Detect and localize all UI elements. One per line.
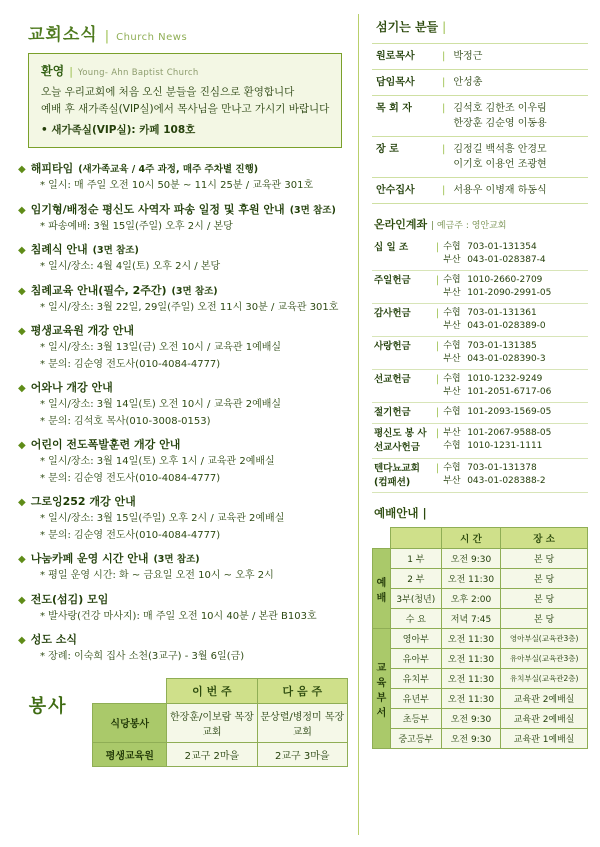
account-number-line xyxy=(443,462,586,475)
staff-divider: | xyxy=(438,96,449,137)
worship-name-cell: 2 부 xyxy=(391,569,442,589)
account-name xyxy=(372,370,434,403)
staff-name-line: 김석호 김한조 이우림 xyxy=(453,103,547,114)
account-name-line: 주일헌금 xyxy=(374,275,411,287)
worship-place-cell: 교육관 2예배실 xyxy=(501,709,588,729)
staff-names xyxy=(449,44,588,70)
account-number: 703-01-131378 xyxy=(467,462,537,473)
staff-row xyxy=(372,96,588,137)
worship-place-cell: 본 당 xyxy=(501,609,588,629)
service-table-head xyxy=(93,678,348,703)
left-column xyxy=(12,14,358,837)
staff-divider: | xyxy=(438,137,449,178)
account-number-line xyxy=(443,475,586,488)
account-name-line: 텐다뇨교회 xyxy=(374,462,420,474)
diamond-bullet-icon: ◆ xyxy=(18,285,26,297)
account-number-line xyxy=(443,307,586,320)
account-divider: | xyxy=(434,304,441,337)
account-row xyxy=(372,370,588,403)
staff-name-line: 안성총 xyxy=(453,77,483,88)
notice-line: * 일시/장소: 3월 15일(주일) 오후 2시 / 교육관 2예배실 xyxy=(40,513,285,525)
notice-title xyxy=(18,322,348,338)
worship-name-cell: 유치부 xyxy=(391,669,442,689)
notice-title-text: 나눔카페 운영 시간 안내 xyxy=(30,552,149,566)
notice-line: * 문의: 김순영 전도사(010-4084-4777) xyxy=(40,472,221,484)
account-number: 1010-1232-9249 xyxy=(467,374,543,385)
worship-name-cell: 영아부 xyxy=(391,629,442,649)
account-numbers xyxy=(441,271,588,304)
notice-item xyxy=(18,322,348,371)
service-row-label: 평생교육원 xyxy=(93,742,167,766)
worship-place-cell: 교육관 2예배실 xyxy=(501,689,588,709)
account-row xyxy=(372,337,588,370)
notice-line: * 평일 운영 시간: 화 ~ 금요일 오전 10시 ~ 오후 2시 xyxy=(40,570,274,582)
staff-names xyxy=(449,137,588,178)
staff-divider: | xyxy=(438,44,449,70)
notice-line: * 문의: 김순영 전도사(010-4084-4777) xyxy=(40,529,221,541)
notice-item xyxy=(18,241,348,274)
account-numbers xyxy=(441,458,588,493)
welcome-title-english: Young- Ahn Baptist Church xyxy=(77,68,199,78)
worship-row xyxy=(373,629,588,649)
worship-column-header xyxy=(391,528,442,549)
account-number-line xyxy=(443,287,586,300)
notice-line: * 문의: 김순영 전도사(010-4084-4777) xyxy=(40,358,221,370)
worship-row xyxy=(373,549,588,569)
account-number: 703-01-131385 xyxy=(467,341,537,352)
notice-title xyxy=(18,631,348,647)
service-cell: 2교구 2마을 xyxy=(167,742,257,766)
notice-item xyxy=(18,550,348,583)
account-name-line: 사랑헌금 xyxy=(374,341,411,353)
account-title-sub: | 예금주 : 영안교회 xyxy=(430,221,507,231)
diamond-bullet-icon: ◆ xyxy=(18,497,26,509)
notice-title xyxy=(18,550,348,566)
notice-item xyxy=(18,493,348,542)
account-number: 043-01-028390-3 xyxy=(467,354,546,365)
staff-names xyxy=(449,96,588,137)
worship-time-cell: 오전 9:30 xyxy=(441,549,501,569)
worship-column-header xyxy=(373,528,391,549)
worship-place-cell: 영아부실(교육관3층) xyxy=(501,629,588,649)
notice-line: * 발사랑(건강 마사지): 매 주일 오전 10시 40분 / 본관 B103호 xyxy=(40,610,317,622)
staff-divider: | xyxy=(438,70,449,96)
worship-column-header: 장 소 xyxy=(501,528,588,549)
account-bank: 부산 xyxy=(443,354,461,365)
notice-title-text: 임기형/배정순 평신도 사역자 파송 일정 및 후원 안내 xyxy=(30,202,285,216)
staff-title-text: 섬기는 분들 xyxy=(376,20,439,34)
account-number-line xyxy=(443,440,586,453)
diamond-bullet-icon: ◆ xyxy=(18,554,26,566)
worship-header-row xyxy=(373,528,588,549)
service-table-body xyxy=(93,703,348,766)
account-number: 1010-2660-2709 xyxy=(467,275,543,286)
account-numbers xyxy=(441,403,588,424)
staff-name-line: 서용우 이병재 하동식 xyxy=(453,185,547,196)
table-row xyxy=(93,703,348,742)
account-row xyxy=(372,304,588,337)
worship-time-cell: 저녁 7:45 xyxy=(441,609,501,629)
notice-title-sub: (3면 참조) xyxy=(153,554,200,566)
account-name xyxy=(372,458,434,493)
worship-place-cell: 유아부실(교육관3층) xyxy=(501,649,588,669)
notice-title-sub: (3면 참조) xyxy=(92,245,139,257)
worship-table-body xyxy=(373,549,588,749)
account-table xyxy=(372,238,588,493)
staff-row xyxy=(372,44,588,70)
notice-title-sub: (새가족교육 / 4주 과정, 매주 주차별 진행) xyxy=(78,164,259,176)
worship-row xyxy=(373,709,588,729)
account-numbers xyxy=(441,238,588,271)
notice-title-text: 침례교육 안내(필수, 2주간) xyxy=(30,283,167,297)
notice-line: * 일시: 매 주일 오전 10시 50분 ~ 11시 25분 / 교육관 301호 xyxy=(40,180,314,192)
diamond-bullet-icon: ◆ xyxy=(18,635,26,647)
notice-title xyxy=(18,160,348,176)
account-bank: 수협 xyxy=(443,462,461,473)
account-name xyxy=(372,238,434,271)
worship-table xyxy=(372,527,588,749)
notice-item xyxy=(18,160,348,193)
diamond-bullet-icon: ◆ xyxy=(18,594,26,606)
welcome-box xyxy=(28,53,342,148)
worship-place-cell: 본 당 xyxy=(501,569,588,589)
account-bank: 수협 xyxy=(443,441,461,452)
service-table xyxy=(92,678,348,767)
account-row xyxy=(372,271,588,304)
notice-title xyxy=(18,379,348,395)
worship-row xyxy=(373,589,588,609)
account-bank: 수협 xyxy=(443,407,461,418)
account-bank: 부산 xyxy=(443,428,461,439)
page-title-korean: 교회소식 xyxy=(28,25,98,45)
notice-list xyxy=(12,160,348,664)
staff-name-line: 한장훈 김순영 이동용 xyxy=(453,118,547,129)
diamond-bullet-icon: ◆ xyxy=(18,164,26,176)
account-row xyxy=(372,403,588,424)
worship-name-cell: 유년부 xyxy=(391,689,442,709)
staff-role: 장 로 xyxy=(372,137,438,178)
account-number: 101-2067-9588-05 xyxy=(467,428,552,439)
worship-group-label: 예배 xyxy=(373,549,391,629)
worship-time-cell: 오전 11:30 xyxy=(441,669,501,689)
page-title-english: Church News xyxy=(116,32,188,43)
notice-line: * 일시/장소: 3월 14일(토) 오후 1시 / 교육관 2예배실 xyxy=(40,456,275,468)
account-bank: 수협 xyxy=(443,308,461,319)
worship-time-cell: 오전 9:30 xyxy=(441,729,501,749)
staff-section-title xyxy=(376,18,588,35)
account-number-line xyxy=(443,274,586,287)
notice-item xyxy=(18,436,348,485)
staff-role: 원로목사 xyxy=(372,44,438,70)
notice-line: * 일시/장소: 3월 14일(토) 오전 10시 / 교육관 2예배실 xyxy=(40,399,282,411)
welcome-line-2: 예배 후 새가족실(VIP실)에서 목사님을 만나고 가시기 바랍니다 xyxy=(41,103,330,116)
service-column-header: 이 번 주 xyxy=(167,678,257,703)
staff-name-line: 박정근 xyxy=(453,51,483,62)
account-numbers xyxy=(441,424,588,459)
staff-name-line: 이기호 이용언 조광현 xyxy=(453,159,547,170)
diamond-bullet-icon: ◆ xyxy=(18,326,26,338)
staff-row xyxy=(372,178,588,204)
account-number: 043-01-028389-0 xyxy=(467,321,546,332)
account-name-line: 절기헌금 xyxy=(374,407,411,419)
account-bank: 부산 xyxy=(443,475,461,486)
service-header-row xyxy=(93,678,348,703)
account-number: 101-2051-6717-06 xyxy=(467,387,552,398)
account-name xyxy=(372,403,434,424)
account-name-line: 선교사헌금 xyxy=(374,442,420,453)
account-divider: | xyxy=(434,403,441,424)
notice-title-text: 전도(섬김) 모임 xyxy=(30,592,109,606)
staff-row xyxy=(372,70,588,96)
right-column xyxy=(358,14,588,837)
account-number-line xyxy=(443,353,586,366)
notice-line: * 파송예배: 3월 15일(주일) 오후 2시 / 본당 xyxy=(40,220,233,232)
service-cell: 한장훈/이보람 목장교회 xyxy=(167,703,257,742)
account-row xyxy=(372,458,588,493)
worship-group-label: 교육부서 xyxy=(373,629,391,749)
service-cell: 문상렬/병정미 목장교회 xyxy=(257,703,347,742)
account-name-line: 감사헌금 xyxy=(374,308,411,320)
worship-name-cell: 중고등부 xyxy=(391,729,442,749)
notice-item xyxy=(18,379,348,428)
service-column-header: 다 음 주 xyxy=(257,678,347,703)
notice-title xyxy=(18,436,348,452)
account-number: 1010-1231-1111 xyxy=(467,441,543,452)
account-bank: 수협 xyxy=(443,341,461,352)
notice-line: * 일시/장소: 3월 13일(금) 오전 10시 / 교육관 1예배실 xyxy=(40,342,282,354)
notice-line: * 일시/장소: 4월 4일(토) 오후 2시 / 본당 xyxy=(40,261,221,273)
account-number: 703-01-131361 xyxy=(467,308,537,319)
account-number-line xyxy=(443,340,586,353)
notice-title-text: 어린이 전도폭발훈련 개강 안내 xyxy=(30,438,181,452)
staff-table xyxy=(372,43,588,204)
column-divider xyxy=(358,14,359,835)
account-divider: | xyxy=(434,424,441,459)
notice-title xyxy=(18,241,348,257)
account-divider: | xyxy=(434,458,441,493)
table-row xyxy=(93,742,348,766)
account-number-line xyxy=(443,427,586,440)
account-number: 101-2093-1569-05 xyxy=(467,407,552,418)
notice-line: * 문의: 김석호 목사(010-3008-0153) xyxy=(40,415,211,427)
worship-name-cell: 3부(청년) xyxy=(391,589,442,609)
notice-title-text: 성도 소식 xyxy=(30,633,78,647)
welcome-heading xyxy=(41,62,331,79)
staff-row xyxy=(372,137,588,178)
worship-name-cell: 유아부 xyxy=(391,649,442,669)
worship-row xyxy=(373,609,588,629)
account-number-line xyxy=(443,254,586,267)
account-table-body xyxy=(372,238,588,493)
staff-names xyxy=(449,70,588,96)
service-column-header xyxy=(93,678,167,703)
worship-section-title: 예배안내 | xyxy=(374,506,427,521)
account-bank: 부산 xyxy=(443,321,461,332)
notice-item xyxy=(18,282,348,315)
account-name-line: (컴패션) xyxy=(374,476,411,488)
service-section xyxy=(12,678,348,767)
account-divider: | xyxy=(434,337,441,370)
worship-place-cell: 유치부실(교육관2층) xyxy=(501,669,588,689)
service-section-label: 봉사 xyxy=(28,695,68,717)
worship-place-cell: 본 당 xyxy=(501,549,588,569)
worship-time-cell: 오전 11:30 xyxy=(441,649,501,669)
account-name-line: 선교헌금 xyxy=(374,374,411,386)
account-bank: 수협 xyxy=(443,242,461,252)
staff-role: 목 회 자 xyxy=(372,96,438,137)
account-divider: | xyxy=(434,271,441,304)
account-name xyxy=(372,424,434,459)
worship-row xyxy=(373,689,588,709)
account-number-line xyxy=(443,241,586,254)
staff-divider: | xyxy=(438,178,449,204)
notice-item xyxy=(18,631,348,664)
account-number-line xyxy=(443,386,586,399)
account-number-line xyxy=(443,320,586,333)
notice-item xyxy=(18,591,348,624)
account-number: 703-01-131354 xyxy=(467,242,537,252)
account-row xyxy=(372,238,588,271)
notice-title xyxy=(18,591,348,607)
worship-row xyxy=(373,729,588,749)
account-bank: 부산 xyxy=(443,255,461,266)
welcome-title-korean: 환영 xyxy=(41,64,65,78)
account-name xyxy=(372,304,434,337)
diamond-bullet-icon: ◆ xyxy=(18,245,26,257)
account-number: 101-2090-2991-05 xyxy=(467,288,552,299)
notice-item xyxy=(18,201,348,234)
notice-title-text: 침례식 안내 xyxy=(30,243,88,257)
account-row xyxy=(372,424,588,459)
worship-place-cell: 본 당 xyxy=(501,589,588,609)
staff-role: 담임목사 xyxy=(372,70,438,96)
notice-title xyxy=(18,201,348,217)
account-bank: 수협 xyxy=(443,374,461,385)
staff-table-body xyxy=(372,44,588,204)
notice-title xyxy=(18,282,348,298)
notice-title-sub: (3면 참조) xyxy=(289,204,336,216)
account-name-line: 평신도 봉 사 xyxy=(374,428,427,440)
worship-row xyxy=(373,569,588,589)
notice-title-text: 그로잉252 개강 안내 xyxy=(30,495,136,509)
account-number-line xyxy=(443,373,586,386)
notice-title-text: 어와나 개강 안내 xyxy=(30,381,113,395)
account-name xyxy=(372,337,434,370)
worship-time-cell: 오전 11:30 xyxy=(441,629,501,649)
account-numbers xyxy=(441,370,588,403)
notice-title xyxy=(18,493,348,509)
account-name-line: 십 일 조 xyxy=(374,242,409,253)
account-number: 043-01-028388-2 xyxy=(467,475,546,486)
welcome-line-1: 오늘 우리교회에 처음 오신 분들을 진심으로 환영합니다 xyxy=(41,86,295,98)
page-title xyxy=(28,20,348,45)
worship-row xyxy=(373,649,588,669)
account-name xyxy=(372,271,434,304)
notice-line: * 일시/장소: 3월 22일, 29일(주일) 오전 11시 30분 / 교육관 301호 xyxy=(40,301,339,313)
welcome-line-3: • 새가족실(VIP실): 카페 108호 xyxy=(41,124,196,137)
worship-time-cell: 오후 2:00 xyxy=(441,589,501,609)
account-divider: | xyxy=(434,238,441,271)
notice-title-text: 해피타임 xyxy=(30,162,74,176)
notice-title-sub: (3면 참조) xyxy=(171,285,218,297)
worship-column-header: 시 간 xyxy=(441,528,501,549)
worship-time-cell: 오전 11:30 xyxy=(441,689,501,709)
account-numbers xyxy=(441,304,588,337)
account-numbers xyxy=(441,337,588,370)
staff-title-bar: | xyxy=(442,20,447,34)
staff-name-line: 김정길 백석흥 안경모 xyxy=(453,144,547,155)
service-cell: 2교구 3마을 xyxy=(257,742,347,766)
diamond-bullet-icon: ◆ xyxy=(18,440,26,452)
welcome-bar: | xyxy=(69,65,73,78)
diamond-bullet-icon: ◆ xyxy=(18,204,26,216)
account-bank: 부산 xyxy=(443,387,461,398)
worship-table-head xyxy=(373,528,588,549)
worship-time-cell: 오전 9:30 xyxy=(441,709,501,729)
worship-name-cell: 1 부 xyxy=(391,549,442,569)
account-bank: 부산 xyxy=(443,288,461,299)
worship-name-cell: 수 요 xyxy=(391,609,442,629)
worship-time-cell: 오전 11:30 xyxy=(441,569,501,589)
diamond-bullet-icon: ◆ xyxy=(18,383,26,395)
staff-role: 안수집사 xyxy=(372,178,438,204)
account-title-text: 온라인계좌 xyxy=(374,218,428,231)
account-number-line xyxy=(443,406,586,419)
staff-names xyxy=(449,178,588,204)
account-number: 043-01-028387-4 xyxy=(467,255,546,266)
notice-line: * 장례: 이숙희 집사 소천(3교구) - 3월 6일(금) xyxy=(40,651,245,663)
worship-place-cell: 교육관 1예배실 xyxy=(501,729,588,749)
page-title-separator: | xyxy=(104,29,110,44)
notice-title-text: 평생교육원 개강 안내 xyxy=(30,324,134,338)
worship-name-cell: 초등부 xyxy=(391,709,442,729)
account-section-title xyxy=(374,216,588,232)
worship-row xyxy=(373,669,588,689)
account-bank: 수협 xyxy=(443,275,461,286)
account-divider: | xyxy=(434,370,441,403)
service-row-label: 식당봉사 xyxy=(93,703,167,742)
